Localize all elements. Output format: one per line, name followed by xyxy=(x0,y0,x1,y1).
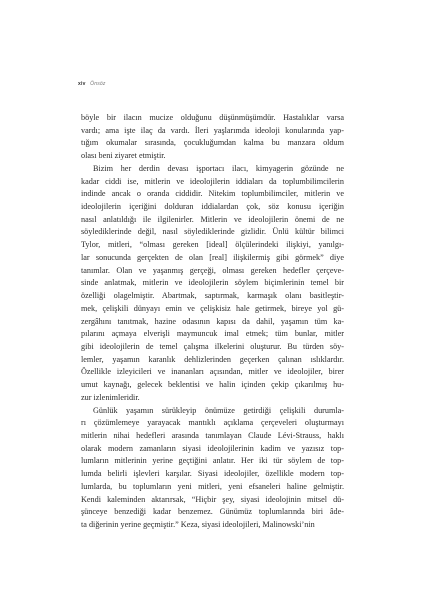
text-line: gibi ideolojilerin de temel çalışma ilkelerini oluşturur. Bu türden söy- xyxy=(81,341,344,351)
paragraph xyxy=(81,112,344,163)
text-line: tığım okumalar sırasında, çocukluğumdan kalma bu manzara oldum xyxy=(81,138,344,148)
text-line: indinde ancak o oranda ciddidir. Nitekim toplumbilimciler, mitlerin ve xyxy=(81,189,344,199)
text-line: söylediklerinde değil, nasıl söylediklerinde gizlidir. Ünlü kültür bilimci xyxy=(81,227,344,237)
text-line: lemler, yaşamın karanlık dehlizlerinden geçerken çalınan ıslıklardır. xyxy=(81,354,344,364)
text-line: olarak modern zamanların siyasi ideolojilerinin kadim ve yazısız top- xyxy=(81,443,344,453)
text-line: kadar ciddi ise, mitlerin ve ideolojilerin iddiaları da toplumbilimcilerin xyxy=(81,176,344,186)
running-head xyxy=(78,81,106,87)
page-number: xiv xyxy=(78,81,86,87)
text-line: tanımlar. Olan ve yaşanmış gerçeği, olması gereken hedefler çerçeve- xyxy=(81,265,344,275)
text-line: Özellikle izleyicileri ve inananları açısından, mitler ve ideolojiler, birer xyxy=(81,367,344,377)
text-line: Günlük yaşamın sürükleyip önümüze getirdiği çelişkili durumla- xyxy=(93,405,344,415)
paragraph xyxy=(81,163,344,405)
text-line: lar sonucunda gerçekten de olan [real] ilişkilermiş gibi görmek” diye xyxy=(81,252,344,262)
text-line: Kendi kaleminden aktarırsak, “Hiçbir şey, siyasi ideolojinin mitsel dü- xyxy=(81,494,344,504)
text-line: özelliği olagelmiştir. Abartmak, saptırmak, karmaşık olanı basitleştir- xyxy=(81,291,344,301)
text-line: rı çözümlemeye yarayacak mantıklı açıklama çerçeveleri oluşturmayı xyxy=(81,418,344,428)
text-line: olası beni ziyaret etmiştir. xyxy=(81,151,166,161)
body-text xyxy=(81,112,344,532)
text-line: ta diğerinin yerine geçmiştir.” Keza, siyasi ideolojileri, Malinowski’nin xyxy=(81,520,315,529)
section-label: Önsöz xyxy=(90,81,106,87)
text-line: lumda belirli işlevleri karşılar. Siyasi ideolojiler, özellikle modern top- xyxy=(81,469,344,479)
text-line: böyle bir ilacın mucize olduğunu düşünmüşümdür. Hastalıklar varsa xyxy=(81,113,344,122)
text-line: sinde anlatmak, mitlerin ve ideolojilerin söylem biçimlerinin temel bir xyxy=(81,278,344,288)
text-line: mek, çelişkili dünyayı emin ve çelişkisiz hale getirmek, bireye yol gü- xyxy=(81,303,344,313)
text-line: nasıl anlatıldığı ile ilgilenirler. Mitlerin ve ideolojilerin önemi de ne xyxy=(81,214,344,224)
text-line: mitlerin nihai hedefleri arasında tanımlayan Claude Lévi-Strauss, haklı xyxy=(81,430,344,440)
paragraph xyxy=(81,405,344,532)
text-line: zergâhını tanıtmak, hazine odasının kapısı da dahil, yaşamın tüm ka- xyxy=(81,316,344,326)
text-line: umut kaynağı, gelecek beklentisi ve halin içinden çekip çıkarılmış hu- xyxy=(81,380,344,390)
text-line: vardı; ama işte ilaç da vardı. İleri yaşlarımda ideoloji konularında yap- xyxy=(81,125,344,135)
text-line: Bizim her derdin devası işportacı ilacı, kimyagerin gözünde ne xyxy=(93,163,344,173)
text-line: ideolojilerin içeriğini dolduran iddialardan çok, söz konusu içeriğin xyxy=(81,202,344,212)
text-line: lumların mitlerinin yerine geçtiğini anlatır. Her iki tür söylem de top- xyxy=(81,456,344,466)
text-line: pılarını açmaya elverişli maymuncuk imal etmek; tüm bunlar, mitler xyxy=(81,329,344,339)
text-line: Tylor, mitleri, “olması gereken [ideal] ölçülerindeki ilişkiyi, yanılgı- xyxy=(81,240,344,250)
text-line: lumlarda, bu toplumların yeni mitleri, yeni efsaneleri haline gelmiştir. xyxy=(81,481,344,491)
text-line: zur izlenimleridir. xyxy=(81,392,140,402)
text-line: şünceye benzediği kadar benzemez. Günümüz toplumlarında biri âde- xyxy=(81,507,344,517)
